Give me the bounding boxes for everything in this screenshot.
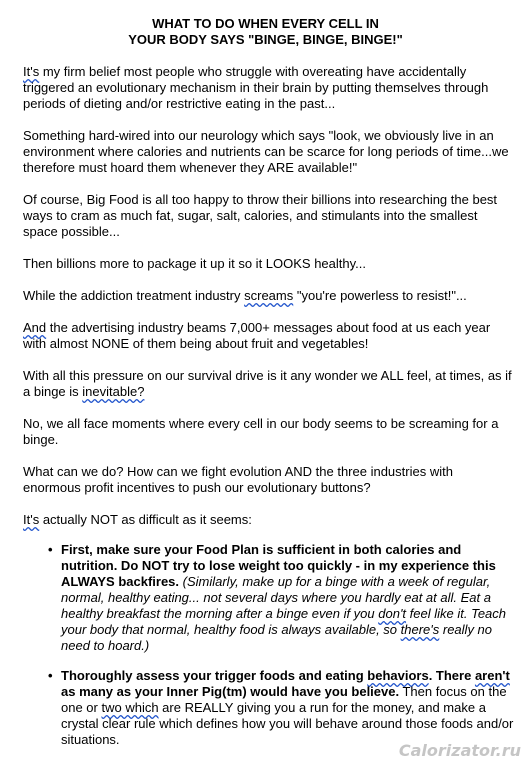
spellcheck-word: aren't <box>474 668 510 683</box>
paragraph-text: While the addiction treatment industry <box>23 288 245 303</box>
bullet-text <box>61 542 514 654</box>
paragraph-text: "you're powerless to resist!"... <box>293 288 467 303</box>
bullet-bold-text: Thoroughly assess your trigger foods and eating <box>61 668 368 683</box>
spellcheck-word: screams <box>244 288 294 303</box>
paragraph-2: Something hard-wired into our neurology which says "look, we obviously live in an environment where calories and nutrients can be scarce for long periods of time...we therefore must hoard them whenever they ARE available!" <box>23 128 509 175</box>
bullet-bold-text: First, make sure your Food Plan is sufficient in both calories and nutrition. Do NOT try to lose weight too quickly - in my experience this ALWAYS backfires. <box>61 542 496 589</box>
paragraph-text: the advertising industry beams 7,000+ messages about food at us each year with almost NONE of them being about fruit and vegetables! <box>23 320 491 351</box>
bullet-dot-icon: • <box>48 542 53 557</box>
bullet-item-1 <box>50 542 514 654</box>
paragraph-3: Of course, Big Food is all too happy to throw their billions into researching the best ways to cram as much fat, sugar, salt, calories, and stimulants into the smallest space possible... <box>23 192 498 239</box>
paragraph-text: With all this pressure on our survival drive is it any wonder we ALL feel, at times, as if a binge is <box>23 368 512 399</box>
paragraph-10 <box>23 512 513 528</box>
bullet-bold-text: as many as your Inner Pig(tm) would have you believe. <box>61 684 400 699</box>
spellcheck-word: It's <box>23 64 40 79</box>
spellcheck-word: two which <box>101 700 159 715</box>
spellcheck-word: behaviors <box>367 668 429 683</box>
paragraph-8: No, we all face moments where every cell in our body seems to be screaming for a binge. <box>23 416 499 447</box>
spellcheck-word: inevitable? <box>82 384 145 399</box>
bullet-italic-text: (Similarly, make up for a binge with a week of regular, normal, healthy eating... not several days where you hardly eat at all. Eat a healthy breakfast the morning after a binge even if you <box>61 574 491 621</box>
paragraph-7 <box>23 368 513 400</box>
title-line-2: YOUR BODY SAYS "BINGE, BINGE, BINGE!" <box>128 32 403 47</box>
bullet-bold-text: . There <box>428 668 475 683</box>
paragraph-4: Then billions more to package it up it so it LOOKS healthy... <box>23 256 366 271</box>
document-title <box>0 16 531 48</box>
bullet-text <box>61 668 514 748</box>
bullet-dot-icon: • <box>48 668 53 683</box>
spellcheck-word: And <box>23 320 47 335</box>
paragraph-text: actually NOT as difficult as it seems: <box>39 512 252 527</box>
watermark-logo: Calorizator.ru <box>398 741 521 760</box>
spellcheck-word: It's <box>23 512 40 527</box>
bullet-plain-text: Then focus on the one or <box>61 684 507 715</box>
paragraph-9: What can we do? How can we fight evolution AND the three industries with enormous profit incentives to push our evolutionary buttons? <box>23 464 453 495</box>
bullet-italic-text: really no need to hoard.) <box>61 622 493 653</box>
bullet-plain-text: are REALLY giving you a run for the money, and make a crystal clear rule which defines how you will behave around those foods and/or situations. <box>61 700 514 747</box>
paragraph-6 <box>23 320 513 352</box>
paragraph-1 <box>23 64 513 112</box>
spellcheck-word: there's <box>400 622 440 637</box>
title-line-1: WHAT TO DO WHEN EVERY CELL IN <box>152 16 379 31</box>
paragraph-5 <box>23 288 513 304</box>
paragraph-text: my firm belief most people who struggle with overeating have accidentally triggered an evolutionary mechanism in their brain by putting themselves through periods of dieting and/or restrictive eating in the past... <box>23 64 489 111</box>
bullet-italic-text: feel like it. Teach your body that normal, healthy food is always available, so <box>61 606 507 637</box>
spellcheck-word: don't <box>378 606 407 621</box>
bullet-item-2 <box>50 668 514 748</box>
